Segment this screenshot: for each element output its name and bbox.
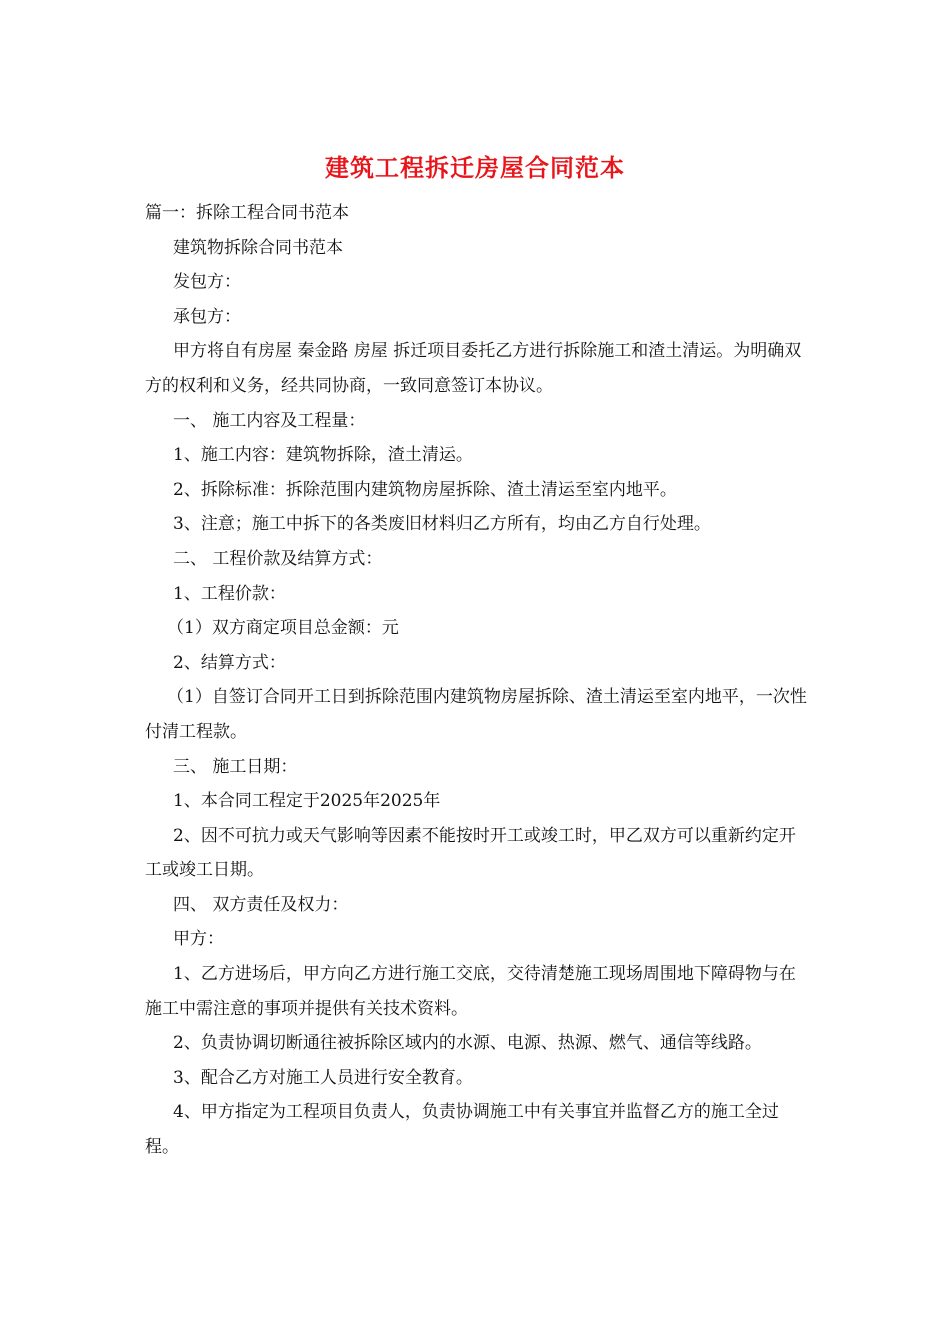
clause-heading-2: 二、 工程价款及结算方式： xyxy=(173,548,383,569)
clause-heading-3: 三、 施工日期： xyxy=(173,756,298,777)
clause-item: 3、配合乙方对施工人员进行安全教育。 xyxy=(173,1067,473,1088)
clause-item: 2、因不可抗力或天气影响等因素不能按时开工或竣工时，甲乙双方可以重新约定开工或竣工日期。 xyxy=(145,825,796,881)
clause-subitem: （1）自签订合同开工日到拆除范围内建筑物房屋拆除、渣土清运至室内地平，一次性付清工程款。 xyxy=(145,687,807,742)
clause-item: 3、注意；施工中拆下的各类废旧材料归乙方所有，均由乙方自行处理。 xyxy=(173,514,711,535)
subtitle: 建筑物拆除合同书范本 xyxy=(173,237,343,258)
party-b-line: 承包方： xyxy=(173,306,241,327)
clause-item: 2、结算方式： xyxy=(173,652,286,673)
party-a-line: 发包方： xyxy=(173,272,241,293)
clause-heading-4: 四、 双方责任及权力： xyxy=(173,894,349,915)
clause-heading-1: 一、 施工内容及工程量： xyxy=(173,410,366,431)
clause-item: 1、本合同工程定于2025年2025年 xyxy=(173,791,441,812)
clause-item: 2、负责协调切断通往被拆除区域内的水源、电源、热源、燃气、通信等线路。 xyxy=(173,1033,762,1054)
section-heading: 篇一：拆除工程合同书范本 xyxy=(145,203,349,223)
document-title: 建筑工程拆迁房屋合同范本 xyxy=(325,153,625,182)
clause-item: 4、甲方指定为工程项目负责人，负责协调施工中有关事宜并监督乙方的施工全过程。 xyxy=(145,1102,779,1158)
clause-item: 1、乙方进场后，甲方向乙方进行施工交底，交待清楚施工现场周围地下障碍物与在施工中需注意的事项并提供有关技术资料。 xyxy=(145,964,796,1019)
clause-item: 2、拆除标准：拆除范围内建筑物房屋拆除、渣土清运至室内地平。 xyxy=(173,479,677,500)
clause-item: 1、施工内容：建筑物拆除，渣土清运。 xyxy=(173,445,473,466)
party-a-heading: 甲方： xyxy=(173,929,224,950)
clause-item: 1、工程价款： xyxy=(173,583,286,604)
intro-paragraph: 甲方将自有房屋 秦金路 房屋 拆迁项目委托乙方进行拆除施工和渣土清运。为明确双方的权利和义务，经共同协商，一致同意签订本协议。 xyxy=(145,341,802,396)
clause-subitem: （1）双方商定项目总金额：元 xyxy=(167,618,399,639)
document-body xyxy=(145,196,810,1165)
